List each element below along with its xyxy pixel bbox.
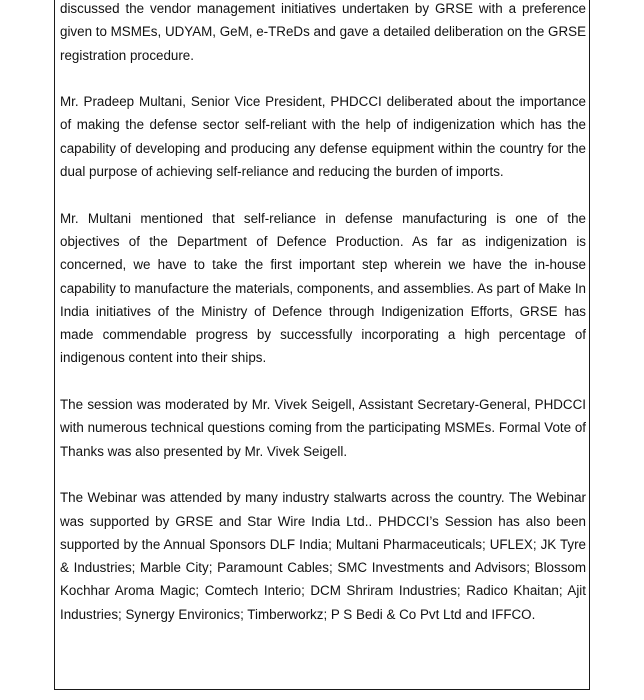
paragraph-pradeep-multani: Mr. Pradeep Multani, Senior Vice President, PHDCCI deliberated about the importance of making the defense sector self-reliant with the help of indigenization which has the capability of developing and producing any defense equipment within the country for the dual purpose of achieving self-reliance and reducing the burden of imports. [60, 94, 586, 180]
paragraph-self-reliance: Mr. Multani mentioned that self-reliance in defense manufacturing is one of the objectives of the Department of Defence Production. As far as indigenization is concerned, we have to take the first important step wherein we have the in-house capability to manufacture the materials, components, and assemblies. As part of Make In India initiatives of the Ministry of Defence through Indigenization Efforts, GRSE has made commendable progress by successfully incorporating a high percentage of indigenous content into their ships. [60, 210, 586, 366]
paragraph-webinar-sponsors: The Webinar was attended by many industry stalwarts across the country. The Webinar was supported by GRSE and Star Wire India Ltd.. PHDCCI’s Session has also been supported by the Annual Sponsors DLF India; Multani Pharmaceuticals; UFLEX; JK Tyre & Industries; Marble City; Paramount Cables; SMC Investments and Advisors; Blossom Kochhar Aroma Magic; Comtech Interio; DCM Shriram Industries; Radico Khaitan; Ajit Industries; Synergy Environics; Timberworkz; P S Bedi & Co Pvt Ltd and IFFCO. [60, 490, 586, 622]
paragraph-vendor-management: discussed the vendor management initiatives undertaken by GRSE with a preference given to MSMEs, UDYAM, GeM, e-TReDs and gave a detailed deliberation on the GRSE registration procedure. [60, 1, 586, 63]
document-body [60, 0, 586, 649]
paragraph-session-moderation: The session was moderated by Mr. Vivek Seigell, Assistant Secretary-General, PHDCCI with numerous technical questions coming from the participating MSMEs. Formal Vote of Thanks was also presented by Mr. Vivek Seigell. [60, 397, 586, 459]
